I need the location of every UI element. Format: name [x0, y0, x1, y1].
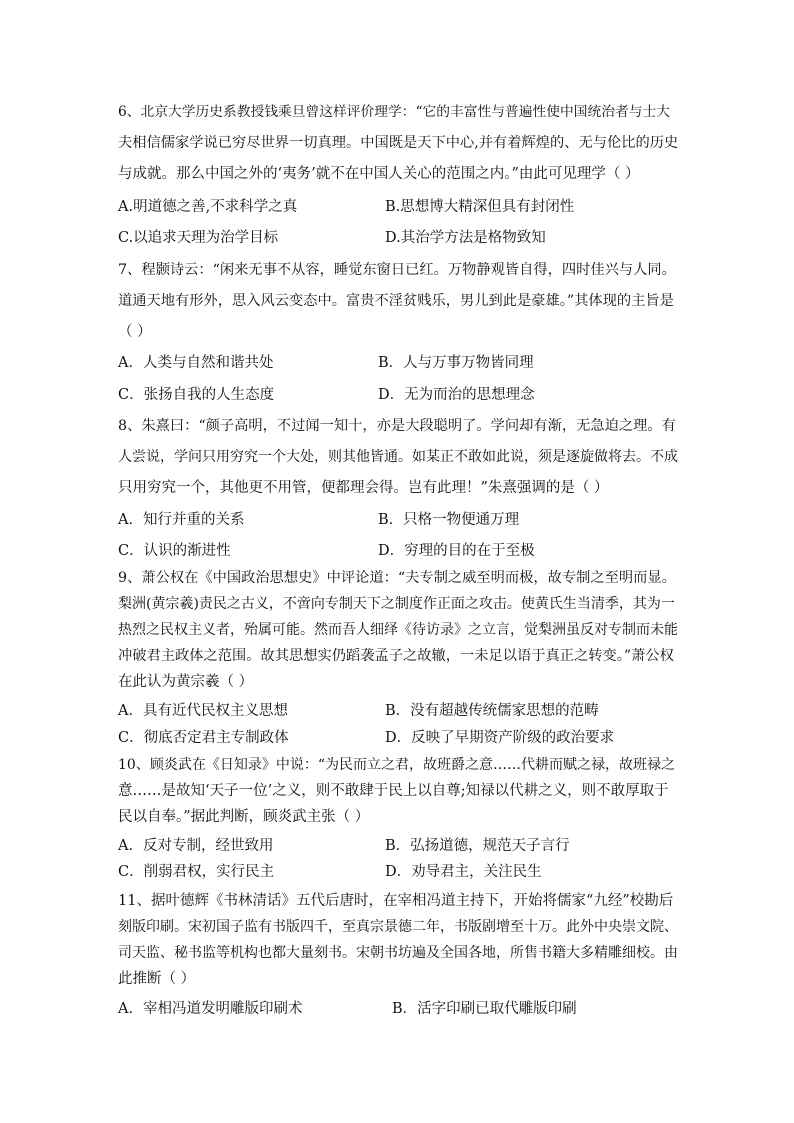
q10-stem-line-3: 民以自奉。”据此判断，顾炎武主张（ ） — [118, 809, 370, 825]
q7-option-b: B．人与万事万物皆同理 — [378, 355, 534, 371]
q9-stem-line-3: 热烈之民权主义者，殆属可能。然而吾人细绎《待访录》之立言，觉梨洲虽反对专制而未能 — [118, 622, 678, 638]
q8-option-b: B．只格一物便通万理 — [378, 512, 520, 528]
q10-option-d: D．劝导君主，关注民生 — [385, 864, 542, 880]
q8-stem-line-3: 只用穷究一个，其他更不用管，便都理会得。岂有此理！”朱熹强调的是（ ） — [118, 480, 609, 496]
q6-stem-line-1: 6、北京大学历史系教授钱乘旦曾这样评价理学：“它的丰富性与普遍性使中国统治者与士大 — [118, 104, 671, 120]
q7-option-d: D．无为而治的思想理念 — [378, 387, 535, 403]
q9-option-a: A．具有近代民权主义思想 — [118, 703, 288, 719]
q6-option-c: C.以追求天理为治学目标 — [118, 230, 279, 246]
q7-stem-line-3: （ ） — [118, 324, 152, 340]
q9-stem-line-4: 冲破君主政体之范围。故其思想实仍蹈袭孟子之故辙，一未足以语于真正之转变。”萧公权 — [118, 648, 674, 664]
q9-option-c: C．彻底否定君主专制政体 — [118, 730, 289, 746]
q9-stem-line-1: 9、萧公权在《中国政治思想史》中评论道：“夫专制之威至明而极，故专制之至明而显。 — [118, 570, 676, 586]
q11-option-a: A．宰相冯道发明雕版印刷术 — [118, 1001, 303, 1017]
q7-stem-line-1: 7、程颢诗云：“闲来无事不从容，睡觉东窗日已红。万物静观皆自得，四时佳兴与人同。 — [118, 262, 676, 278]
q9-stem-line-2: 梨洲(黄宗羲)责民之古义，不啻向专制天下之制度作正面之攻击。使黄氏生当清季，其为一 — [118, 596, 675, 612]
q10-stem-line-1: 10、顾炎武在《日知录》中说：“为民而立之君，故班爵之意……代耕而赋之禄，故班禄之 — [118, 757, 675, 773]
q8-stem-line-1: 8、朱熹曰：“颜子高明，不过闻一知十，亦是大段聪明了。学问却有渐，无急迫之理。有 — [118, 418, 676, 434]
q7-option-c: C．张扬自我的人生态度 — [118, 387, 275, 403]
q6-stem-line-3: 与成就。那么中国之外的‘夷务’就不在中国人关心的范围之内。”由此可见理学（ ） — [118, 166, 640, 182]
q10-option-a: A．反对专制，经世致用 — [118, 838, 274, 854]
q7-stem-line-2: 道通天地有形外，思入风云变态中。富贵不淫贫贱乐，男儿到此是豪雄。”其体现的主旨是 — [118, 293, 674, 309]
q11-stem-line-2: 刻版印刷。宋初国子监有书版四千，至真宗景德二年，书版剧增至十万。此外中央崇文院、 — [118, 919, 678, 935]
q6-option-b: B.思想博大精深但具有封闭性 — [385, 199, 575, 215]
q9-stem-line-5: 在此认为黄宗羲（ ） — [118, 674, 254, 690]
q6-stem-line-2: 夫相信儒家学说已穷尽世界一切真理。中国既是天下中心,并有着辉煌的、无与伦比的历史 — [118, 135, 679, 151]
q8-stem-line-2: 人尝说，学问只用穷究一个大处，则其他皆通。如某正不敢如此说，须是逐旋做将去。不成 — [118, 449, 678, 465]
q10-stem-line-2: 意……是故知‘天子一位’之义，则不敢肆于民上以自尊;知禄以代耕之义，则不敢厚取于 — [118, 783, 669, 799]
q6-option-d: D.其治学方法是格物致知 — [385, 230, 546, 246]
q10-option-c: C．削弱君权，实行民主 — [118, 864, 275, 880]
q9-option-d: D．反映了早期资产阶级的政治要求 — [385, 730, 615, 746]
q11-stem-line-3: 司天监、秘书监等机构也都大量刻书。宋朝书坊遍及全国各地，所售书籍大多精雕细校。由 — [118, 945, 678, 961]
q9-option-b: B．没有超越传统儒家思想的范畴 — [385, 703, 599, 719]
q11-stem-line-4: 此推断（ ） — [118, 971, 196, 987]
q11-option-b: B．活字印刷已取代雕版印刷 — [392, 1001, 577, 1017]
q8-option-c: C．认识的渐进性 — [118, 543, 231, 559]
q7-option-a: A．人类与自然和谐共处 — [118, 355, 274, 371]
q11-stem-line-1: 11、据叶德辉《书林清话》五代后唐时，在宰相冯道主持下，开始将儒家“九经”校勘后 — [118, 893, 674, 909]
q6-option-a: A.明道德之善,不求科学之真 — [118, 199, 298, 215]
q8-option-a: A．知行并重的关系 — [118, 512, 245, 528]
q8-option-d: D．穷理的目的在于至极 — [378, 543, 535, 559]
q10-option-b: B．弘扬道德，规范天子言行 — [385, 838, 570, 854]
